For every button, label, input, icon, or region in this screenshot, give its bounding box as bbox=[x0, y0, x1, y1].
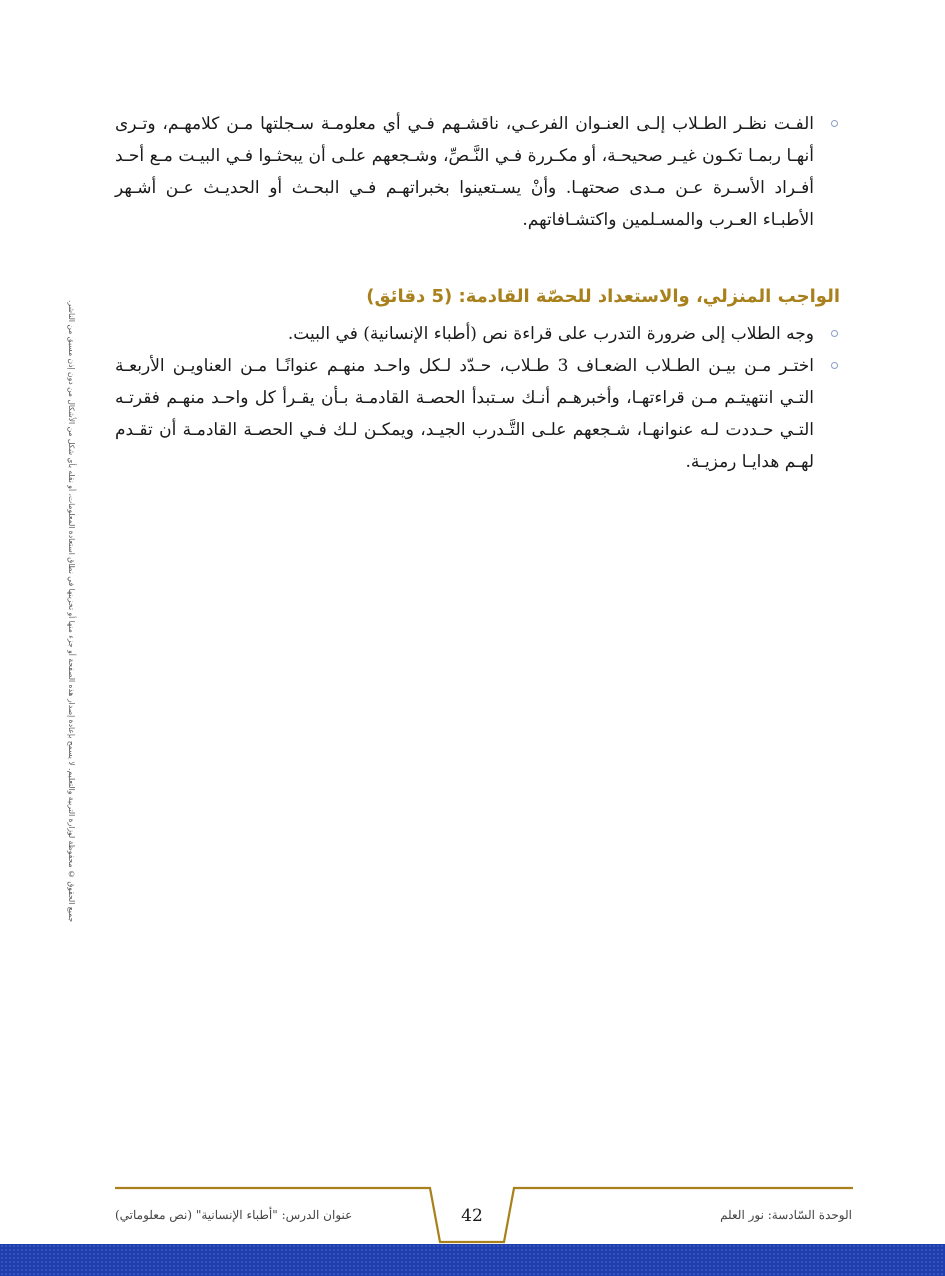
bottom-color-band bbox=[0, 1244, 945, 1276]
list-item bbox=[115, 318, 840, 350]
main-content bbox=[115, 108, 840, 478]
footer-unit: الوحدة السّادسة: نور العلم bbox=[720, 1208, 852, 1222]
list-item bbox=[115, 350, 840, 478]
paragraph-text: الفـت نظـر الطـلاب إلـى العنـوان الفرعـي، ناقشـهم فـي أي معلومـة سـجلتها مـن كلامهـم، وتـرى أنهـا ربمـا تكـون غيـر صحيحـة، أو مكـررة فـي النَّـصِّ، وشـجعهم علـى أن يبحثـوا فـي البيـت مـع أحـد أفـراد الأسـرة عـن مـدى صحتهـا. وأنْ يسـتعينوا بخبراتهـم فـي البحـث أو الحديـث عـن أشـهر الأطبـاء العـرب والمسـلمين واكتشـافاتهم. bbox=[115, 114, 814, 230]
page-number: 42 bbox=[461, 1206, 483, 1226]
paragraph-item bbox=[115, 108, 840, 236]
list-item-text: وجه الطلاب إلى ضرورة التدرب على قراءة نص (أطباء الإنسانية) في البيت. bbox=[287, 324, 814, 344]
section-heading: الواجب المنزلي، والاستعداد للحصّة القادمة: (5 دقائق) bbox=[366, 286, 840, 307]
list-item-text: اختـر مـن بيـن الطـلاب الضعـاف 3 طـلاب، حـدّد لـكل واحـد منهـم عنوانًـا مـن العناويـن الأربعـة التـي انتهيتـم مـن قراءتهـا، وأخبرهـم أنـك سـتبدأ الحصـة القادمـة بـأن يقـرأ كل واحـد منهـم فقرتـه التـي حـددت لـه عنوانهـا، شـجعهم علـى التَّـدرب الجيـد، ويمكـن لـك فـي الحصـة القادمـة أن تقـدم لهـم هدايـا رمزيـة. bbox=[115, 356, 814, 472]
bullet-icon bbox=[831, 330, 838, 337]
footer-lesson: عنوان الدرس: "أطباء الإنسانية" (نص معلوماتي) bbox=[115, 1208, 353, 1222]
copyright-note: جميع الحقوق © محفوظة لوزارة التربية والتعليم. لا يسمح بإعادة إصدار هذه الصفحة أو جزء منها أو تخزينها في نطاق استعادة المعلومات، أو نقله بأي شكل من الأشكال من دون إذن مسبق من الناشر. bbox=[67, 300, 76, 923]
bullet-icon bbox=[831, 362, 838, 369]
bullet-icon bbox=[831, 120, 838, 127]
